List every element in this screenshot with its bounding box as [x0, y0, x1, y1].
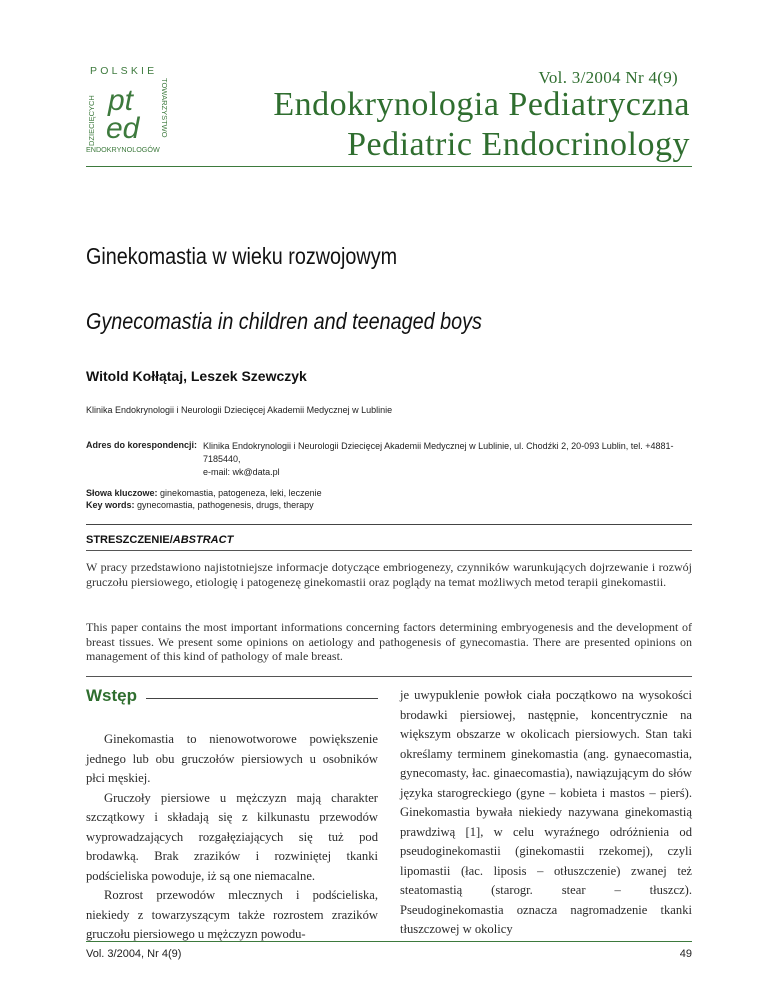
abstract-bottom-rule [86, 676, 692, 677]
abstract-heading-en: ABSTRACT [172, 534, 234, 546]
article-authors: Witold Kołłątaj, Leszek Szewczyk [86, 368, 307, 384]
abstract-text-en: This paper contains the most important informations concerning factors determining embryogenesis and the development of breast tissues. We present some opinions on aetiology and pathogenesis of gynecomastia. There are presented opinions on management of this kind of pathology of male breast. [86, 620, 692, 663]
footer-rule [86, 941, 692, 942]
footer-volume: Vol. 3/2004, Nr 4(9) [86, 948, 182, 960]
abstract-text-pl: W pracy przedstawiono najistotniejsze informacje dotyczące embriogenezy, czynników warunkujących dojrzewanie i rozwój gruczołu piersiowego, etiologię i patogenezę ginekomastii oraz poglądy na temat możliwych metod terapii ginekomastii. [86, 560, 692, 589]
logo-mark-pt: pt [108, 84, 134, 117]
abstract-heading [86, 534, 233, 546]
abstract-heading-rule [86, 550, 692, 551]
journal-title-en: Pediatric Endocrinology [347, 126, 690, 163]
correspondence-address [203, 440, 703, 479]
article-title-pl: Ginekomastia w wieku rozwojowym [86, 243, 398, 269]
header-divider [86, 166, 692, 167]
body-column-left [86, 730, 378, 945]
correspondence-line-1: Klinika Endokrynologii i Neurologii Dziecięcej Akademii Medycznej w Lublinie, ul. Chodźki 2, 20-093 Lublin, tel. +4881-7185440, [203, 441, 674, 464]
keywords-en [86, 500, 314, 510]
logo-left-text: DZIECIĘCYCH [87, 95, 96, 146]
body-paragraph: je uwypuklenie powłok ciała początkowo na wysokości brodawki piersiowej, następnie, koncentrycznie na większym obszarze w okolicach piersiowych. Stan taki określamy terminem ginekomastia (ang. gynaecomastia, gynecomasty, łac. ginaecomastia), nawiązującym do słów języka starogreckiego (gyne – kobieta i mastos – pierś). Ginekomastia bywała niekiedy nazywana ginekomastią prawdziwą [1], w celu wyraźnego odróżnienia od pseudoginekomastii (ginekomastii rzekomej), czyli lipomastii (łac. liposis – otłuszczenie) zwanej też steatomastią (starogr. stear – tłuszcz). Pseudoginekomastia oznacza nagromadzenie tkanki tłuszczowej w okolicy [400, 688, 692, 936]
body-paragraph: Rozrost przewodów mlecznych i podścieliska, niekiedy z towarzyszącym także rozrostem zrazików gruczołu piersiowego u mężczyzn powodu- [86, 888, 378, 941]
body-column-right [400, 686, 692, 940]
logo-top-text: POLSKIE [90, 65, 158, 77]
journal-title-pl: Endokrynologia Pediatryczna [273, 86, 690, 123]
article-affiliation: Klinika Endokrynologii i Neurologii Dziecięcej Akademii Medycznej w Lublinie [86, 405, 393, 415]
logo-right-text: TOWARZYSTWO [160, 78, 169, 138]
journal-volume: Vol. 3/2004 Nr 4(9) [538, 68, 678, 87]
correspondence-label: Adres do korespondencji: [86, 440, 198, 450]
correspondence-email: e-mail: wk@data.pl [203, 467, 280, 477]
society-logo [86, 64, 170, 154]
body-paragraph: Gruczoły piersiowe u mężczyzn mają charakter szczątkowy i składają się z kilkunastu przewodów wyprowadzających rozgałęziających się tuż pod brodawką. Brak zrazików i rozwiniętej tkanki podścieliska powoduje, iż są one niemacalne. [86, 790, 378, 883]
abstract-heading-pl: STRESZCZENIE/ [86, 534, 173, 546]
abstract-top-rule [86, 524, 692, 525]
article-title-en: Gynecomastia in children and teenaged boys [86, 308, 482, 334]
body-paragraph: Ginekomastia to nienowotworowe powiększenie jednego lub obu gruczołów piersiowych u osobników płci męskiej. [86, 732, 378, 785]
section-heading: Wstęp [86, 686, 137, 705]
keywords-en-values: gynecomastia, pathogenesis, drugs, therapy [137, 500, 314, 510]
page-number: 49 [679, 948, 692, 960]
keywords-pl-values: ginekomastia, patogeneza, leki, leczenie [160, 488, 322, 498]
keywords-en-label: Key words: [86, 500, 135, 510]
logo-mark-ed: ed [106, 112, 140, 145]
logo-bottom-text: ENDOKRYNOLOGÓW [86, 145, 160, 154]
section-heading-rule [146, 698, 378, 699]
keywords-pl-label: Słowa kluczowe: [86, 488, 158, 498]
keywords-pl [86, 488, 322, 498]
